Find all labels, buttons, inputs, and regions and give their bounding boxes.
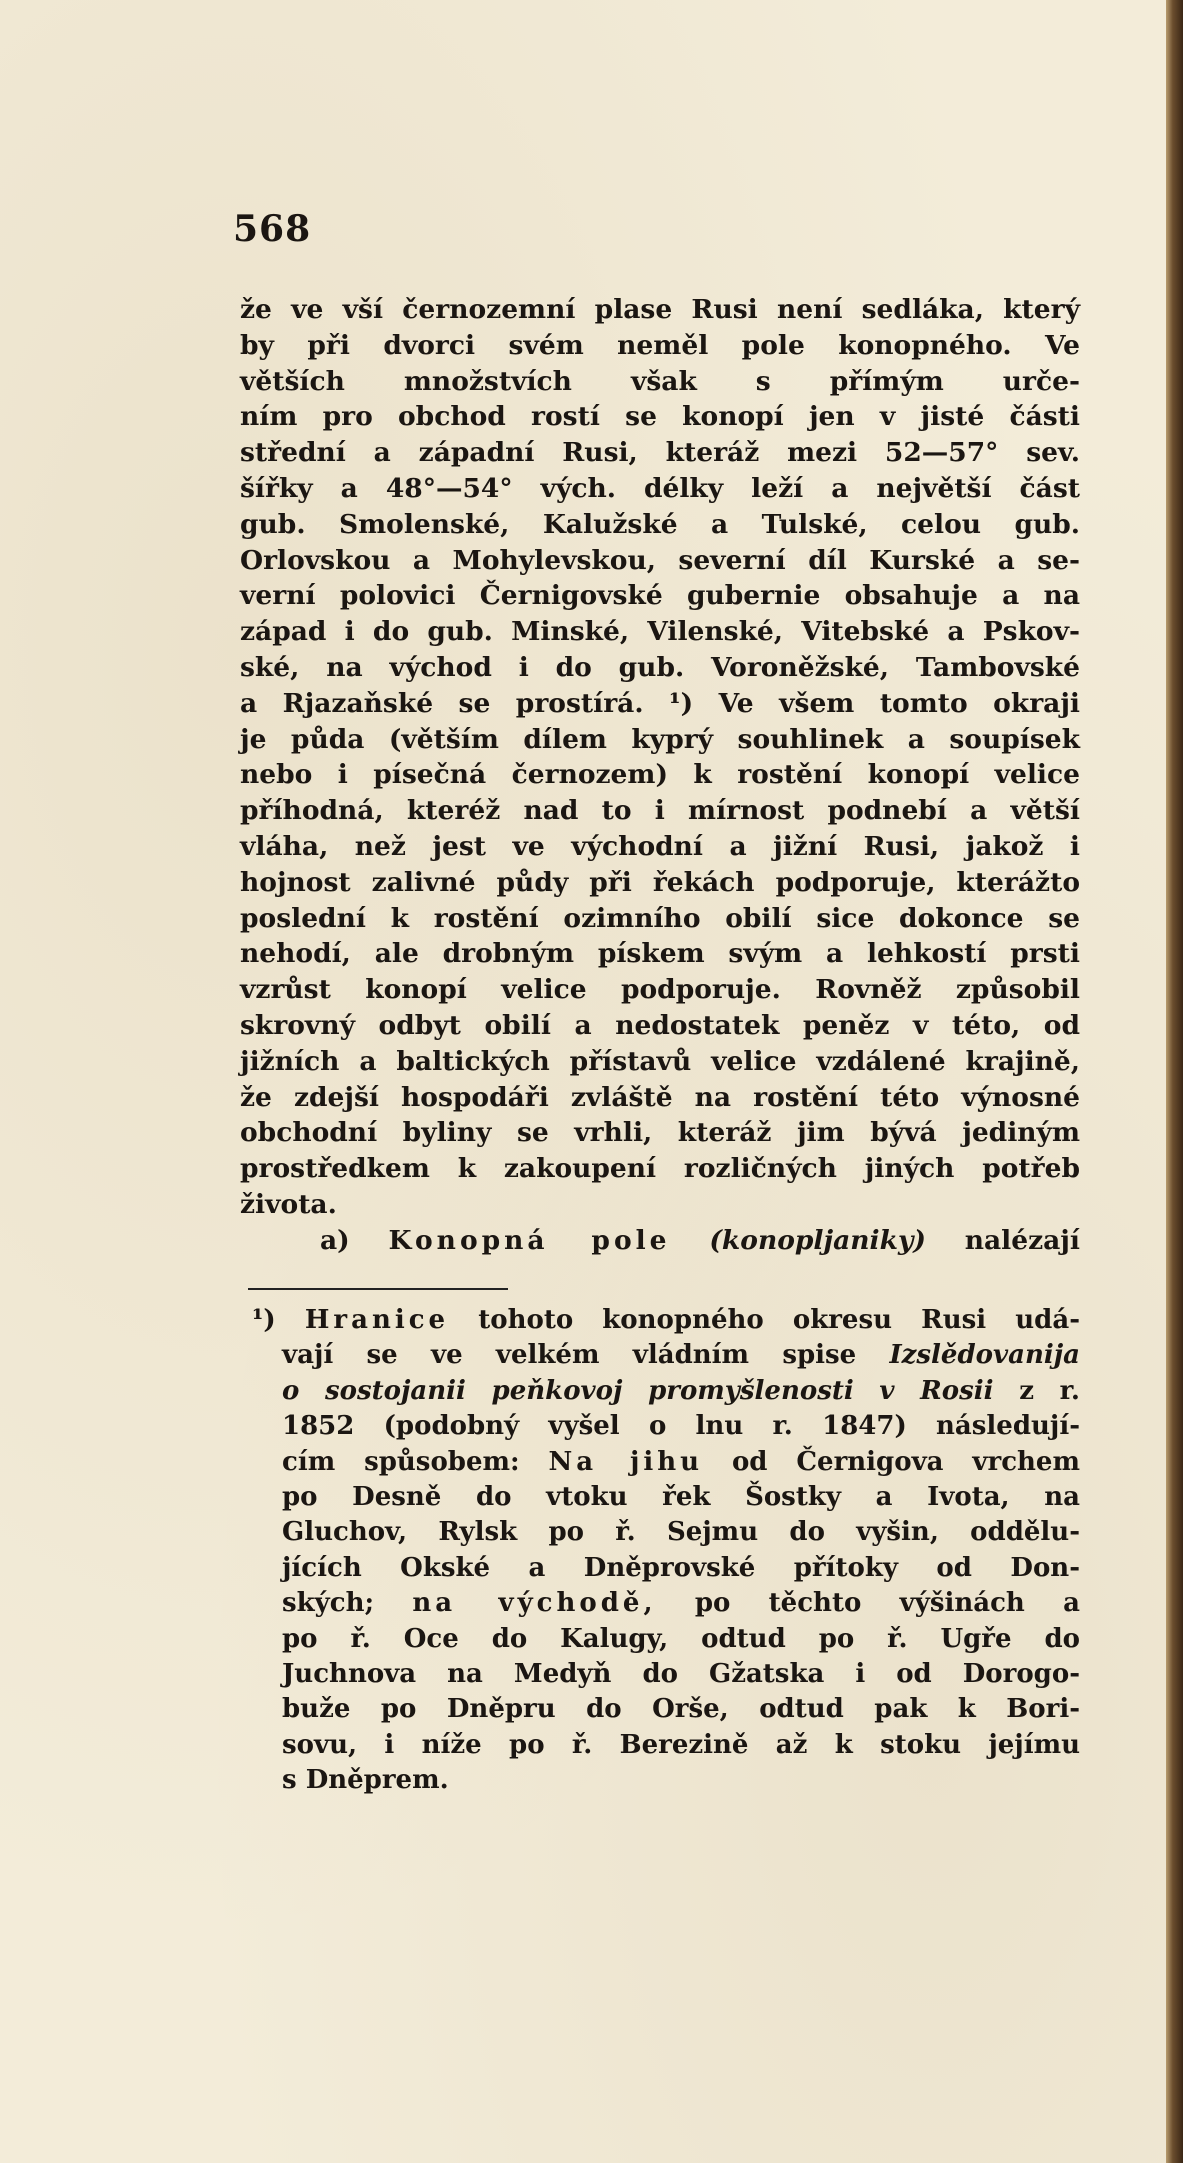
text-line: Orlovskou a Mohylevskou, severní díl Kurské a se-: [240, 544, 1080, 576]
footnote-italic: o sostojanii peňkovoj promyšlenosti v Rosii: [282, 1375, 994, 1406]
text-line: je půda (větším dílem kyprý souhlinek a soupísek: [240, 723, 1080, 755]
text-line: prostředkem k zakoupení rozličných jiných potřeb: [240, 1153, 1080, 1185]
text-line: života.: [240, 1188, 337, 1220]
footnote-text: po těchto výšinách a: [694, 1588, 1080, 1619]
section-prefix: a): [320, 1224, 350, 1256]
text-line: vzrůst konopí velice podporuje. Rovněž způsobil: [240, 974, 1080, 1006]
text-line: hojnost zalivné půdy při řekách podporuje, kterážto: [240, 866, 1080, 898]
text-line: vláha, než jest ve východní a jižní Rusi, jakož i: [240, 830, 1080, 862]
text-line: šířky a 48°—54° vých. délky leží a největší část: [240, 472, 1080, 504]
footnote-line: po ř. Oce do Kalugy, odtud po ř. Ugře do: [282, 1623, 1080, 1654]
text-line: příhodná, kteréž nad to i mírnost podnebí a větší: [240, 795, 1080, 827]
section-title-italic: (konopljaniky): [709, 1224, 926, 1256]
footnote-line: [282, 1374, 1080, 1409]
footnote-line: Gluchov, Rylsk po ř. Sejmu do vyšin, oddělu-: [282, 1517, 1080, 1548]
footnote-line: buže po Dněpru do Orše, odtud pak k Bori-: [282, 1694, 1080, 1725]
text-line: gub. Smolenské, Kalužské a Tulské, celou gub.: [240, 508, 1080, 540]
footnote-line: s Dněprem.: [282, 1765, 449, 1796]
footnote-spaced-word: na východě,: [412, 1588, 657, 1619]
section-suffix: nalézají: [964, 1224, 1080, 1256]
text-line: verní polovici Černigovské gubernie obsahuje a na: [240, 580, 1080, 612]
footnote-italic: Izslědovanija: [889, 1340, 1080, 1371]
text-line: jižních a baltických přístavů velice vzdálené krajině,: [240, 1045, 1080, 1077]
footnote-line: Juchnova na Medyň do Gžatska i od Dorogo-: [282, 1658, 1080, 1689]
text-line: že zdejší hospodáři zvláště na rostění této výnosné: [240, 1081, 1080, 1113]
footnote-line: po Desně do vtoku řek Šostky a Ivota, na: [282, 1481, 1080, 1512]
footnote-line: [252, 1303, 1080, 1338]
footnote-line: [282, 1586, 1080, 1621]
footnote-text: tohoto konopného okresu Rusi udá-: [478, 1305, 1080, 1335]
text-line: poslední k rostění ozimního obilí sice dokonce se: [240, 902, 1080, 934]
footnote-text: ských;: [282, 1588, 375, 1619]
footnote-marker: ¹): [252, 1305, 276, 1335]
text-line: větších množstvích však s přímým urče-: [240, 365, 1080, 397]
footnote-line: sovu, i níže po ř. Berezině až k stoku jejímu: [282, 1729, 1080, 1760]
text-line: západ i do gub. Minské, Vilenské, Vitebské a Pskov-: [240, 616, 1080, 648]
section-title: Konopná pole: [388, 1224, 671, 1256]
footnote-text: vají se ve velkém vládním spise: [282, 1340, 857, 1371]
text-line: nehodí, ale drobným pískem svým a lehkostí prsti: [240, 938, 1080, 970]
text-line: nebo i písečná černozem) k rostění konopí velice: [240, 759, 1080, 791]
footnote-text: od Černigova vrchem: [731, 1446, 1080, 1477]
footnote-text: cím spůsobem:: [282, 1446, 520, 1477]
section-heading-line: [240, 1223, 1080, 1259]
main-text: [240, 292, 1080, 1259]
footnote-spaced-word: Hranice: [304, 1305, 450, 1335]
text-line: a Rjazaňské se prostírá. ¹) Ve všem tomto okraji: [240, 687, 1080, 719]
footnote-text: z r.: [1019, 1375, 1080, 1406]
footnote: [252, 1303, 1080, 1798]
text-line: by při dvorci svém neměl pole konopného. Ve: [240, 329, 1080, 361]
footnote-line: jících Okské a Dněprovské přítoky od Don-: [282, 1552, 1080, 1583]
text-line: ské, na východ i do gub. Voroněžské, Tambovské: [240, 651, 1080, 683]
text-line: že ve vší černozemní plase Rusi není sedláka, který: [240, 294, 1080, 325]
text-line: střední a západní Rusi, kteráž mezi 52—57° sev.: [240, 437, 1080, 469]
text-line: obchodní byliny se vrhli, kteráž jim bývá jediným: [240, 1117, 1080, 1149]
text-line: skrovný odbyt obilí a nedostatek peněz v této, od: [240, 1009, 1080, 1041]
footnote-spaced-word: Na jihu: [548, 1446, 704, 1477]
footnote-line: [282, 1445, 1080, 1480]
page-number: 568: [233, 208, 312, 250]
text-line: ním pro obchod rostí se konopí jen v jisté části: [240, 401, 1080, 433]
book-spine-edge: [1166, 0, 1183, 2163]
footnote-divider: [248, 1288, 508, 1290]
footnote-line: 1852 (podobný vyšel o lnu r. 1847) následují-: [282, 1411, 1080, 1442]
footnote-line: [282, 1338, 1080, 1373]
